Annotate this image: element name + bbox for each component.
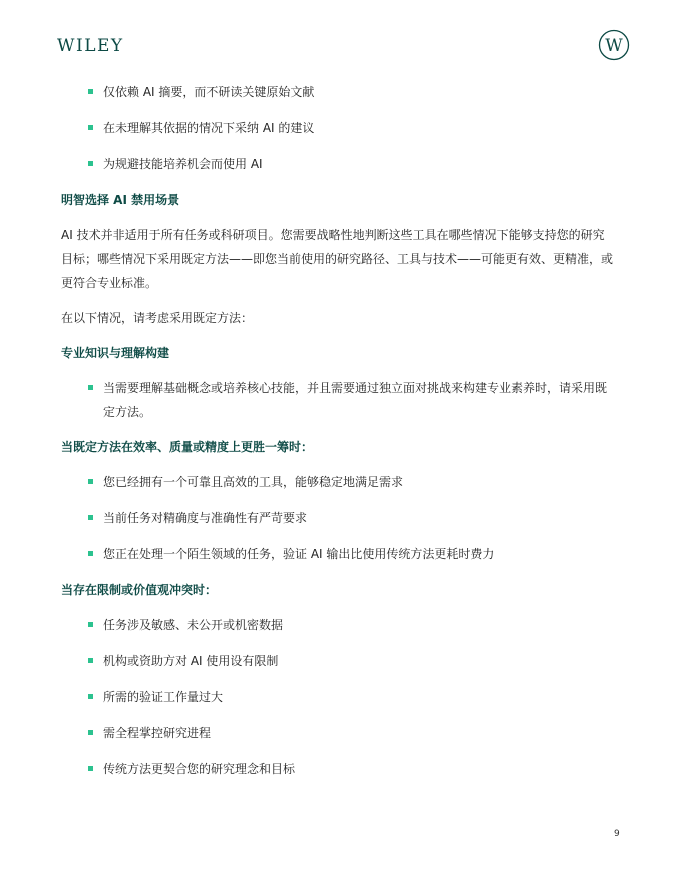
page-header bbox=[0, 0, 680, 70]
list-item-text: 需全程掌控研究进程 bbox=[103, 726, 212, 740]
intro-paragraph bbox=[61, 223, 621, 295]
bullet-square-icon bbox=[88, 385, 93, 390]
page-number: 9 bbox=[614, 829, 620, 839]
list-item-text: 所需的验证工作量过大 bbox=[103, 690, 224, 704]
list-item-text: 定方法。 bbox=[103, 405, 152, 419]
bullet-square-icon bbox=[88, 479, 93, 484]
list-item bbox=[61, 506, 621, 530]
logo-mark-letter: W bbox=[605, 36, 623, 56]
section-heading-efficiency: 当既定方法在效率、质量或精度上更胜一筹时： bbox=[61, 440, 314, 454]
list-item bbox=[61, 116, 621, 140]
list-item bbox=[61, 80, 621, 104]
bullet-square-icon bbox=[88, 161, 93, 166]
lead-paragraph: 在以下情况，请考虑采用既定方法： bbox=[61, 311, 254, 325]
section-heading-restrictions: 当存在限制或价值观冲突时： bbox=[61, 583, 218, 597]
list-item-text: 在未理解其依据的情况下采纳 AI 的建议 bbox=[103, 121, 315, 135]
bullet-square-icon bbox=[88, 622, 93, 627]
bullet-square-icon bbox=[88, 551, 93, 556]
list-item-text: 您正在处理一个陌生领域的任务，验证 AI 输出比使用传统方法更耗时费力 bbox=[103, 547, 495, 561]
bullet-square-icon bbox=[88, 125, 93, 130]
bullet-square-icon bbox=[88, 694, 93, 699]
list-item-text: 当需要理解基础概念或培养核心技能，并且需要通过独立面对挑战来构建专业素养时，请采用既 bbox=[103, 381, 608, 395]
list-item-text: 任务涉及敏感、未公开或机密数据 bbox=[103, 618, 284, 632]
bullet-square-icon bbox=[88, 658, 93, 663]
list-item bbox=[61, 542, 621, 566]
list-item-text: 您已经拥有一个可靠且高效的工具，能够稳定地满足需求 bbox=[103, 475, 404, 489]
intro-line: 目标；哪些情况下采用既定方法——即您当前使用的研究路径、工具与技术——可能更有效、更精准，或 bbox=[61, 252, 614, 266]
bullet-square-icon bbox=[88, 89, 93, 94]
list-item bbox=[61, 649, 621, 673]
list-item-text: 传统方法更契合您的研究理念和目标 bbox=[103, 762, 296, 776]
list-item-text: 机构或资助方对 AI 使用设有限制 bbox=[103, 654, 279, 668]
intro-line: AI 技术并非适用于所有任务或科研项目。您需要战略性地判断这些工具在哪些情况下能够支持您的研究 bbox=[61, 228, 605, 242]
list-item-text: 为规避技能培养机会而使用 AI bbox=[103, 157, 263, 171]
list-item bbox=[61, 470, 621, 494]
list-item-text: 仅依赖 AI 摘要，而不研读关键原始文献 bbox=[103, 85, 315, 99]
wiley-logo-mark-icon bbox=[598, 29, 630, 61]
wiley-logo-text: WILEY bbox=[57, 36, 124, 56]
bullet-square-icon bbox=[88, 766, 93, 771]
page-content bbox=[61, 80, 621, 781]
list-item bbox=[61, 685, 621, 709]
list-item bbox=[61, 376, 621, 424]
list-item bbox=[61, 613, 621, 637]
list-item bbox=[61, 721, 621, 745]
section-heading-disable-scenarios: 明智选择 AI 禁用场景 bbox=[61, 193, 180, 207]
section-heading-expertise: 专业知识与理解构建 bbox=[61, 346, 170, 360]
list-item bbox=[61, 152, 621, 176]
bullet-square-icon bbox=[88, 515, 93, 520]
list-item bbox=[61, 757, 621, 781]
list-item-text: 当前任务对精确度与准确性有严苛要求 bbox=[103, 511, 308, 525]
bullet-square-icon bbox=[88, 730, 93, 735]
intro-line: 更符合专业标准。 bbox=[61, 276, 158, 290]
